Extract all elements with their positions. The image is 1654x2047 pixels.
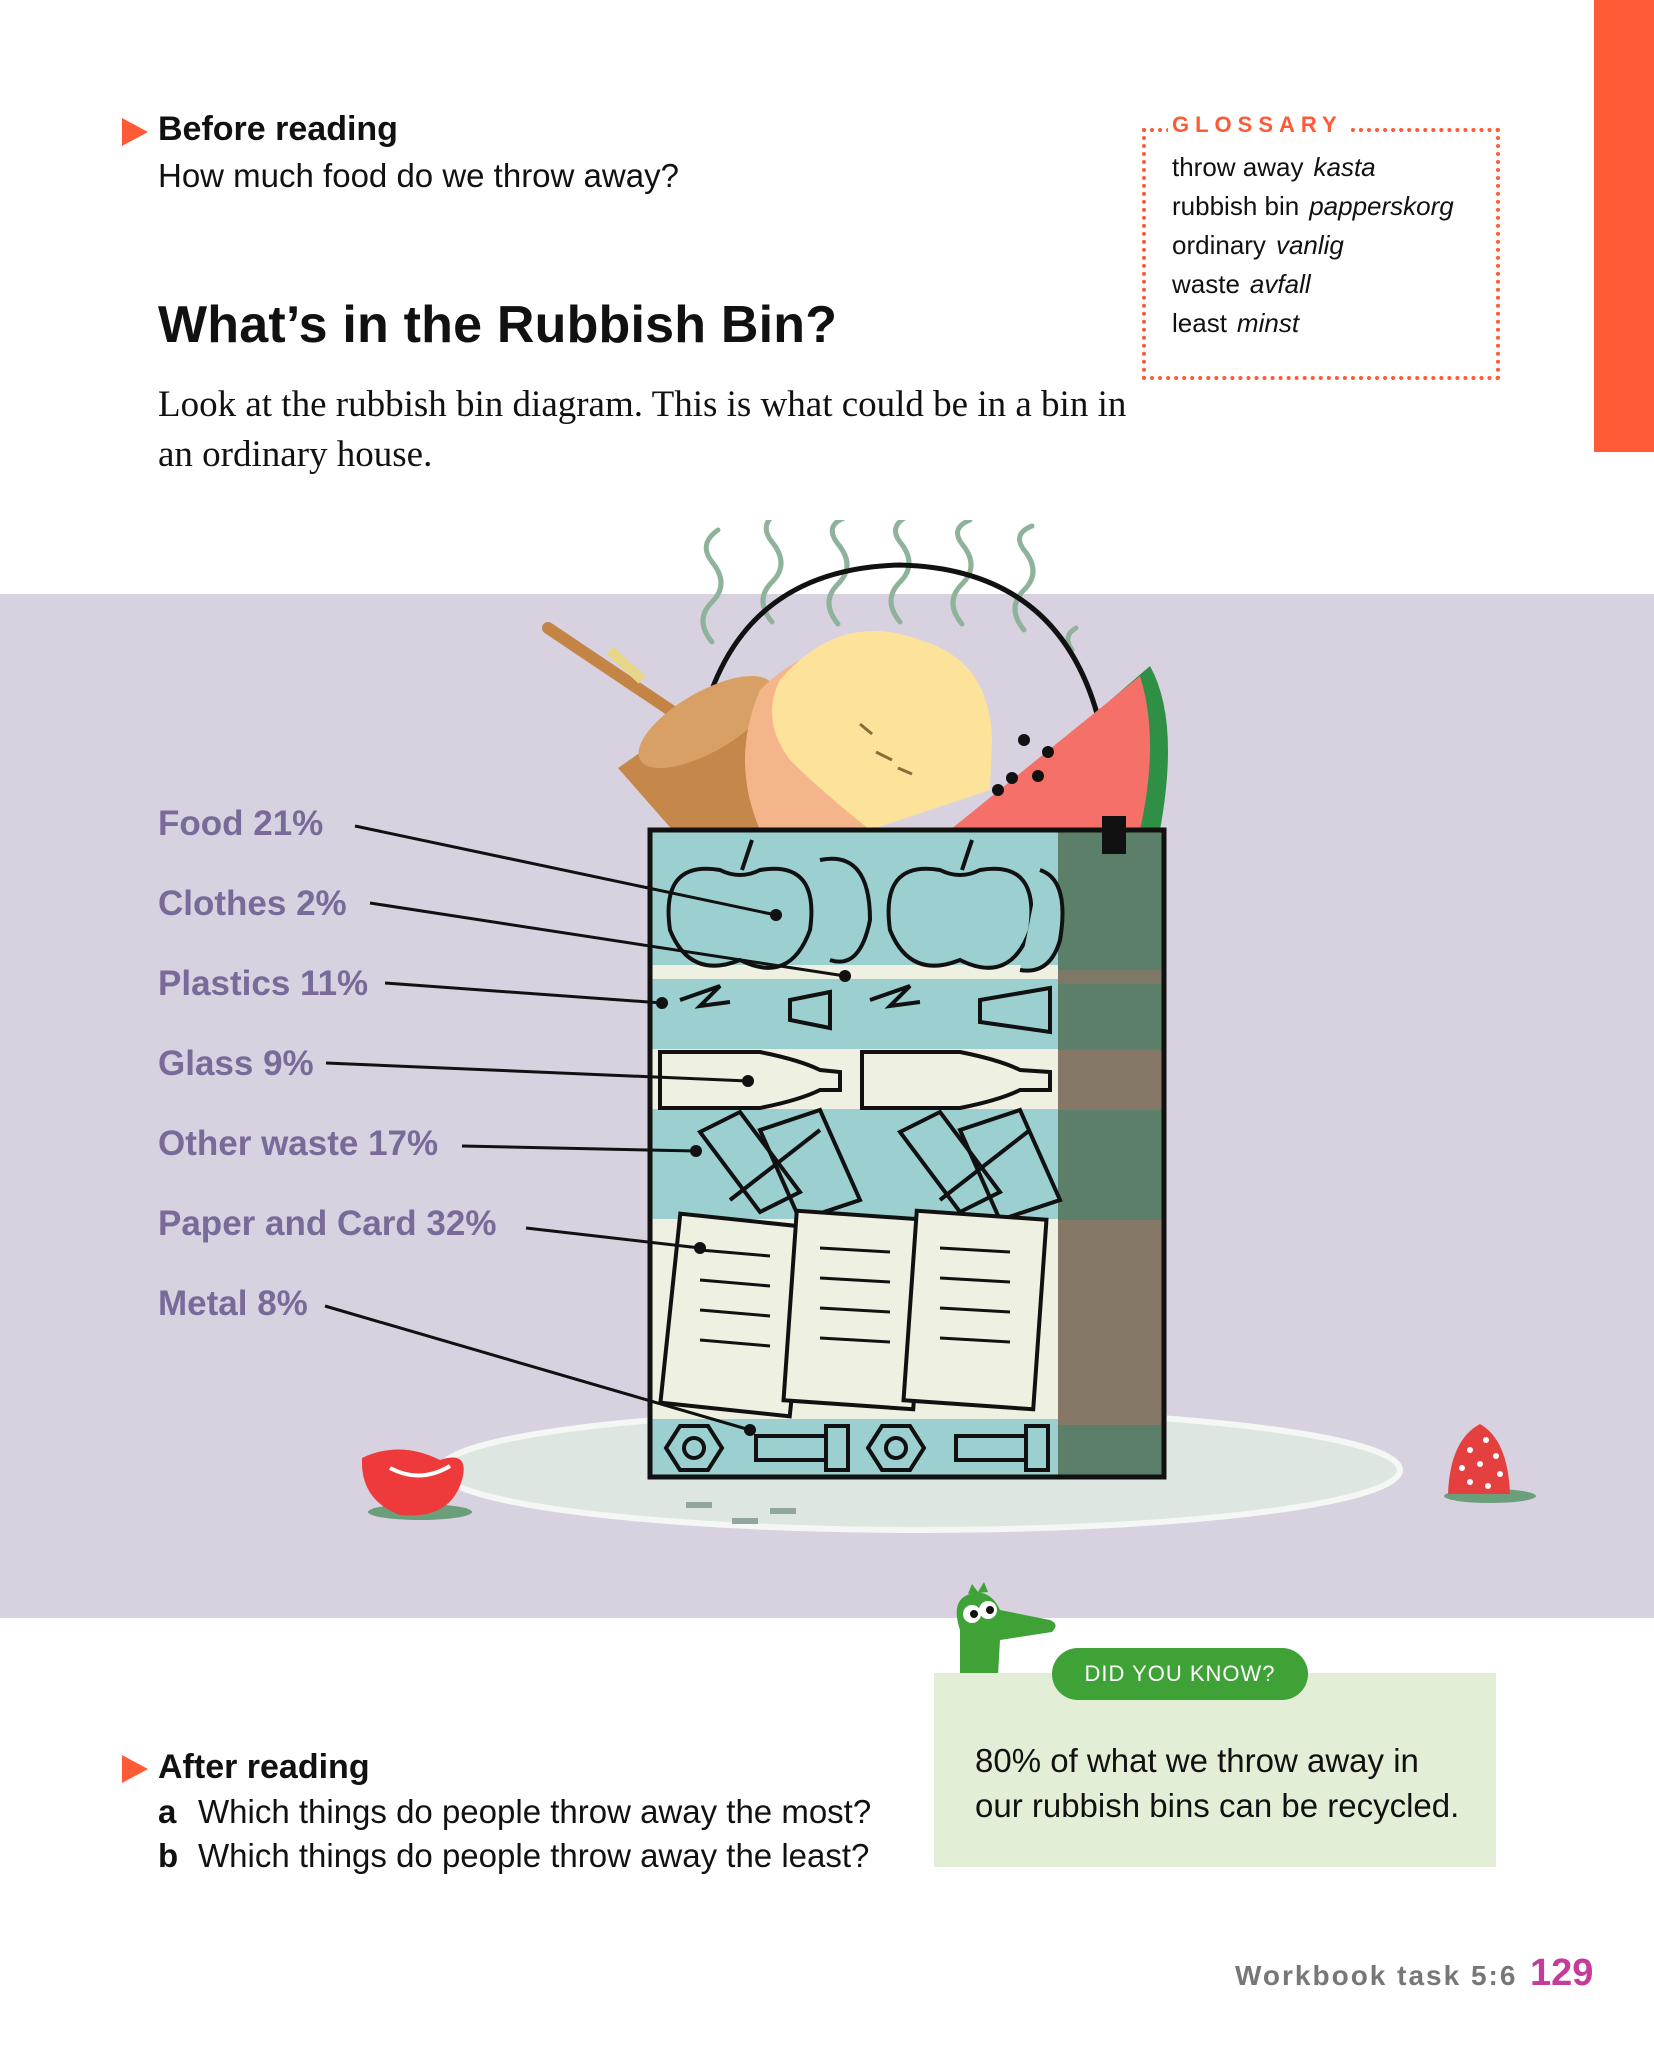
chapter-side-tab bbox=[1594, 0, 1654, 452]
label-food: Food 21% bbox=[158, 804, 324, 843]
smell-squiggles-icon bbox=[703, 520, 1076, 650]
did-you-know-text: 80% of what we throw away in our rubbish bins can be recycled. bbox=[975, 1742, 1460, 1824]
label-clothes: Clothes 2% bbox=[158, 884, 347, 923]
glossary-item bbox=[1172, 148, 1454, 187]
glossary-item bbox=[1172, 187, 1454, 226]
paper-sheets-icon bbox=[660, 1211, 1046, 1417]
did-you-know-badge: DID YOU KNOW? bbox=[1052, 1648, 1308, 1700]
page-title: What’s in the Rubbish Bin? bbox=[158, 296, 838, 354]
after-reading-arrow-icon bbox=[122, 1755, 148, 1783]
question-text: Which things do people throw away the least? bbox=[198, 1837, 870, 1874]
glossary-translation: vanlig bbox=[1275, 230, 1344, 260]
glossary-item bbox=[1172, 226, 1454, 265]
glossary-item bbox=[1172, 304, 1454, 343]
glossary-item bbox=[1172, 265, 1454, 304]
question-item bbox=[158, 1790, 871, 1834]
before-reading-question: How much food do we throw away? bbox=[158, 157, 679, 194]
crocodile-mascot-icon bbox=[930, 1580, 1070, 1680]
glossary-title: GLOSSARY bbox=[1168, 112, 1347, 138]
before-reading-arrow-icon bbox=[122, 118, 148, 146]
glossary-translation: avfall bbox=[1249, 269, 1311, 299]
label-paper-and-card: Paper and Card 32% bbox=[158, 1204, 497, 1243]
before-reading-heading: Before reading bbox=[158, 110, 398, 148]
glossary-term: ordinary bbox=[1172, 230, 1266, 260]
glossary-translation: kasta bbox=[1313, 152, 1376, 182]
glossary-term: waste bbox=[1172, 269, 1240, 299]
glossary-list bbox=[1172, 148, 1454, 343]
label-metal: Metal 8% bbox=[158, 1284, 308, 1323]
glossary-term: rubbish bin bbox=[1172, 191, 1300, 221]
glossary-translation: papperskorg bbox=[1309, 191, 1454, 221]
question-letter: a bbox=[158, 1793, 177, 1830]
after-reading-questions bbox=[158, 1790, 871, 1878]
glossary-term: least bbox=[1172, 308, 1227, 338]
glossary-term: throw away bbox=[1172, 152, 1304, 182]
strawberry-icon bbox=[1444, 1424, 1536, 1503]
question-item bbox=[158, 1834, 871, 1878]
label-other-waste: Other waste 17% bbox=[158, 1124, 439, 1163]
red-bean-icon bbox=[362, 1449, 472, 1520]
question-text: Which things do people throw away the most? bbox=[198, 1793, 872, 1830]
page-number: 129 bbox=[1530, 1952, 1594, 1994]
bread-slice-icon bbox=[745, 631, 992, 830]
rubbish-bin-illustration bbox=[0, 520, 1654, 1540]
label-plastics: Plastics 11% bbox=[158, 964, 369, 1003]
question-letter: b bbox=[158, 1837, 179, 1874]
after-reading-heading: After reading bbox=[158, 1748, 370, 1786]
label-glass: Glass 9% bbox=[158, 1044, 314, 1083]
intro-paragraph: Look at the rubbish bin diagram. This is what could be in a bin in an ordinary house. bbox=[158, 384, 1127, 475]
glossary-translation: minst bbox=[1236, 308, 1300, 338]
workbook-reference: Workbook task 5:6 bbox=[1235, 1960, 1518, 1991]
